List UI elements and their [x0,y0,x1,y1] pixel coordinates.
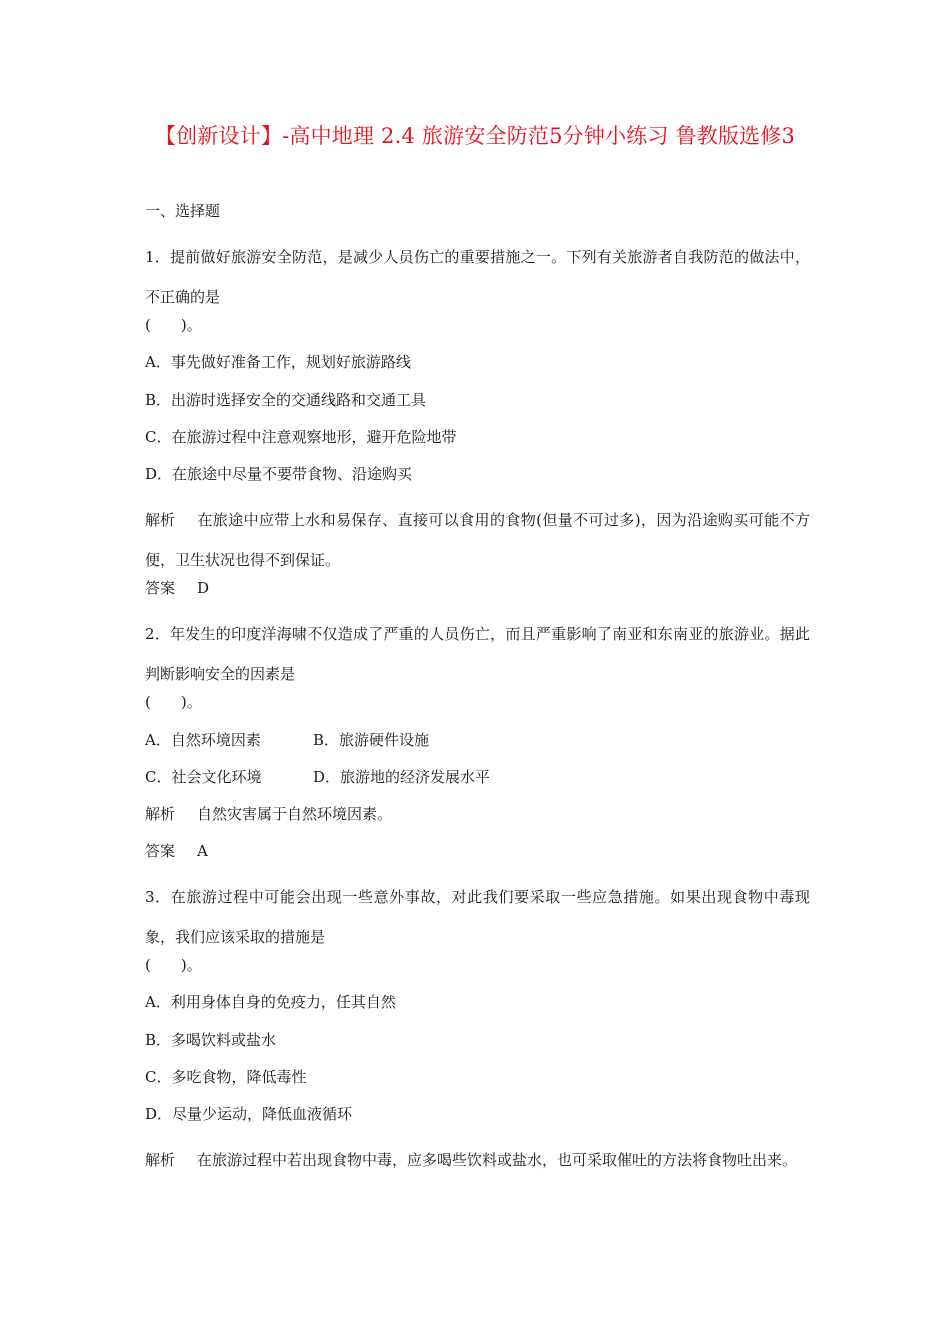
question-3-option-a: A．利用身体自身的免疫力，任其自然 [145,993,396,1012]
question-2-analysis [145,803,810,840]
question-2-options-row-1 [145,729,810,766]
answer-label: 答案 [145,579,176,598]
answer-value: D [197,579,210,598]
analysis-label: 解析 [145,1151,176,1170]
question-3-analysis [145,1140,810,1180]
question-2-options-row-2 [145,766,810,803]
question-1-option-c: C．在旅游过程中注意观察地形，避开危险地带 [145,427,457,446]
question-2-option-c: C．社会文化环境 [145,767,262,786]
document-title: 【创新设计】-高中地理 2.4 旅游安全防范5分钟小练习 鲁教版选修3 [154,124,796,148]
answer-value: A [197,842,208,861]
question-1-option-d: D．在旅途中尽量不要带食物、沿途购买 [145,464,413,483]
section-heading: 一、选择题 [145,202,221,220]
question-1-option-a: A．事先做好准备工作，规划好旅游路线 [145,353,411,372]
question-1-option-b: B．出游时选择安全的交通线路和交通工具 [145,390,427,409]
question-1-answer [145,577,810,614]
analysis-text: 在旅游过程中若出现食物中毒，应多喝些饮料或盐水，也可采取催吐的方法将食物吐出来。 [197,1151,798,1170]
analysis-label: 解析 [145,804,176,823]
question-2-answer [145,840,810,877]
answer-label: 答案 [145,842,176,861]
question-2-blank: ( )。 [145,693,202,712]
question-1-blank: ( )。 [145,316,202,335]
analysis-text: 在旅途中应带上水和易保存、直接可以食用的食物(但量不可过多)，因为沿途购买可能不方便，卫生状况也得不到保证。 [145,511,810,570]
analysis-label: 解析 [145,511,176,530]
question-1-stem: 1．提前做好旅游安全防范，是减少人员伤亡的重要措施之一。下列有关旅游者自我防范的做法中，不正确的是 [145,248,810,307]
question-3-option-d: D．尽量少运动，降低血液循环 [145,1105,353,1123]
question-3-blank: ( )。 [145,956,202,975]
question-2-option-b: B．旅游硬件设施 [313,730,430,749]
analysis-text: 自然灾害属于自然环境因素。 [197,804,393,823]
question-2-option-d: D．旅游地的经济发展水平 [313,767,491,786]
document-body [145,200,810,1177]
question-2-option-a: A．自然环境因素 [145,730,261,749]
question-3-option-c: C．多吃食物，降低毒性 [145,1067,307,1086]
question-2-stem: 2．年发生的印度洋海啸不仅造成了严重的人员伤亡，而且严重影响了南亚和东南亚的旅游业。据此判断影响安全的因素是 [145,625,810,684]
question-3-option-b: B．多喝饮料或盐水 [145,1030,277,1049]
question-3-stem: 3．在旅游过程中可能会出现一些意外事故，对此我们要采取一些应急措施。如果出现食物中毒现象，我们应该采取的措施是 [145,888,810,947]
question-1-analysis [145,500,810,580]
